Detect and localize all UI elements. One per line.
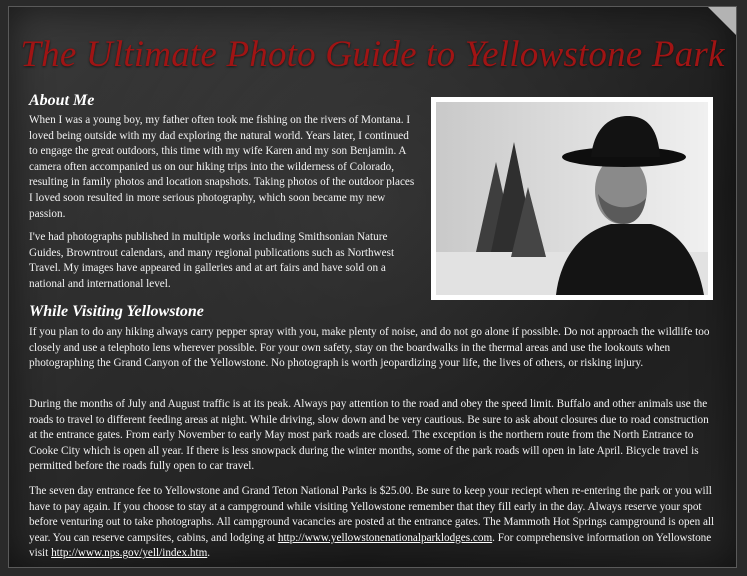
portrait-image: [436, 102, 708, 295]
page-frame: [8, 6, 737, 568]
page-title: The Ultimate Photo Guide to Yellowstone Park: [20, 34, 725, 75]
page-curl-corner: [708, 7, 736, 35]
visiting-paragraph-3-text-a: The seven day entrance fee to Yellowstone and Grand Teton National Parks is $25.00. Be sure to keep your reciept when re-entering the park or you will have to pay again. If you choose to stay at a campground while visiting Yellowstone remember that they fill early in the day. Always reserve your spot before venturing out to take photographs. All campground vacancies are posted at the entrance gates. The Mammoth Hot Springs campground is open all year. You can reserve campsites, cabins, and lodging at: [29, 485, 715, 544]
about-heading: About Me: [29, 92, 95, 109]
visiting-heading: While Visiting Yellowstone: [29, 303, 204, 320]
visiting-paragraph-3: [29, 484, 719, 562]
lodges-link[interactable]: http://www.yellowstonenationalparklodges.com: [277, 531, 493, 544]
nps-link[interactable]: http://www.nps.gov/yell/index.htm: [51, 547, 208, 560]
visiting-paragraph-2: During the months of July and August traffic is at its peak. Always pay attention to the road and obey the speed limit. Buffalo and other animals use the roads to travel to different feeding areas at night. While driving, slow down and be very cautious. Be sure to ask about closures due to road construction at the entrance gates. From early November to early May most park roads are closed. The exception is the northern route from the North Entrance to Cooke City which is open all year. If there is less snowpack during the winter months, some of the park roads will open in late April. Bicycle travel is permitted before the roads fully open to car travel.: [29, 398, 709, 473]
about-paragraph-2: I've had photographs published in multiple works including Smithsonian Nature Guides, Browntrout calendars, and many regional publications such as Northwest Travel. My images have appeared in galleries and at art fairs and have sold on a national and international level.: [29, 231, 395, 290]
photographer-portrait: [431, 97, 713, 300]
about-paragraph-1: When I was a young boy, my father often took me fishing on the rivers of Montana. I loved being outside with my dad exploring the natural world. Years later, I continued to engage the great outdoors, this time with my wife Karen and my son Benjamin. A camera often accompanied us on our hiking trips into the wilderness of Colorado, resulting in family photos and location snapshots. Taking photos of the outdoor places I loved soon resulted in more serious photography, which soon became my new passion.: [29, 114, 415, 220]
visiting-paragraph-3-text-c: .: [207, 547, 211, 560]
visiting-paragraph-1: If you plan to do any hiking always carry pepper spray with you, make plenty of noise, and do not go alone if possible. Do not approach the wildlife too closely and use a telephoto lens wherever possible. For your own safety, stay on the boardwalks in the thermal areas and use the lookouts when photographing the Grand Canyon of the Yellowstone. No photograph is worth jeopardizing your life, the lives of others, or risking injury.: [29, 326, 710, 370]
visiting-paragraph-3-text-b: . For comprehensive information on Yellowstone visit: [29, 531, 712, 560]
